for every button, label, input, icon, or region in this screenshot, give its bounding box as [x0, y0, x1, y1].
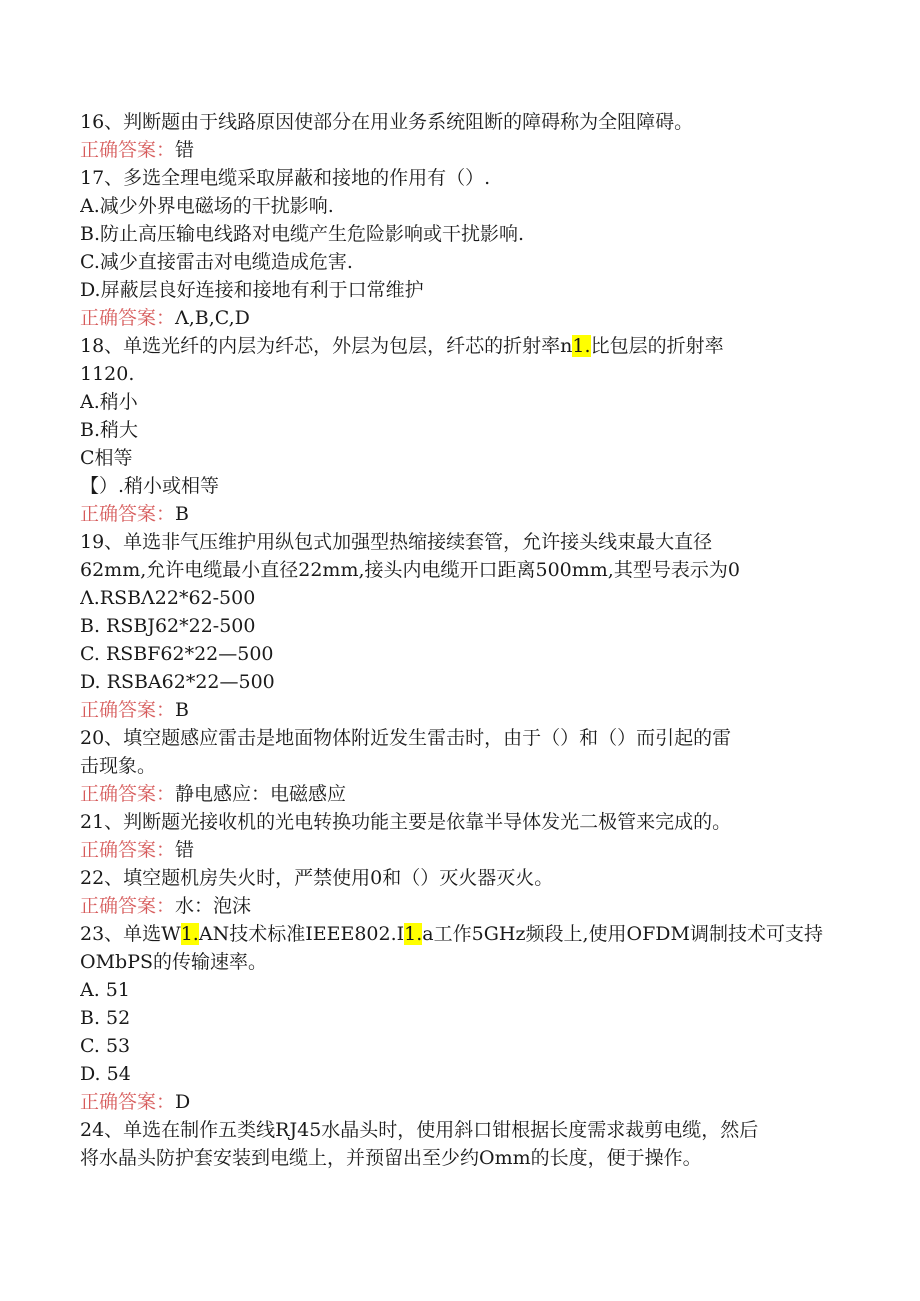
answer-label: 正确答案： [80, 783, 176, 805]
answer-line [80, 304, 850, 332]
text-line: 击现象。 [80, 755, 157, 777]
highlighted-text: 1. [180, 923, 199, 945]
text-line: B.稍大 [80, 419, 139, 441]
text-line: B.防止高压输电线路对电缆产生危险影响或干扰影响. [80, 223, 525, 245]
answer-value: Λ,B,C,D [175, 307, 250, 329]
text-line: C. RSBF62*22—500 [80, 643, 274, 665]
text-line: D. 54 [80, 1063, 131, 1085]
highlighted-text: 1. [404, 923, 423, 945]
answer-value: B [175, 699, 189, 721]
answer-line [80, 780, 850, 808]
text-line: 21、判断题光接收机的光电转换功能主要是依靠半导体发光二极管来完成的。 [80, 811, 732, 833]
text-line: 17、多选全理电缆采取屏蔽和接地的作用有（）. [80, 167, 491, 189]
text-line: 24、单选在制作五类线RJ45水晶头时，使用斜口钳根据长度需求裁剪电缆，然后 [80, 1119, 759, 1141]
text-line [80, 920, 850, 948]
text-segment: AN技术标准IEEE802.I [198, 923, 405, 945]
answer-value: B [175, 503, 189, 525]
answer-value: D [175, 1091, 191, 1113]
text-line: B. 52 [80, 1007, 131, 1029]
text-line: D. RSBA62*22—500 [80, 671, 275, 693]
text-segment: 比包层的折射率 [590, 335, 724, 357]
answer-label: 正确答案： [80, 503, 176, 525]
answer-label: 正确答案： [80, 895, 176, 917]
text-segment: a工作5GHz频段上,使用OFDM调制技术可支持 [422, 923, 823, 945]
answer-value: 错 [175, 139, 195, 161]
text-line: Λ.RSBΛ22*62-500 [80, 587, 256, 609]
text-line: B. RSBJ62*22-500 [80, 615, 256, 637]
answer-value: 错 [175, 839, 195, 861]
answer-value: 水：泡沫 [175, 895, 252, 917]
text-line: A.稍小 [80, 391, 138, 413]
text-line: 1120. [80, 363, 135, 385]
answer-line [80, 500, 850, 528]
answer-label: 正确答案： [80, 307, 176, 329]
text-line: A. 51 [80, 979, 130, 1001]
answer-label: 正确答案： [80, 839, 176, 861]
text-line: 22、填空题机房失火时，严禁使用0和（）灭火器灭火。 [80, 867, 554, 889]
answer-line [80, 1088, 850, 1116]
text-line: 16、判断题由于线路原因使部分在用业务系统阻断的障碍称为全阻障碍。 [80, 111, 694, 133]
text-line: 将水晶头防护套安装到电缆上，并预留出至少约Omm的长度，便于操作。 [80, 1147, 702, 1169]
answer-line [80, 836, 850, 864]
text-line: 20、填空题感应雷击是地面物体附近发生雷击时，由于（）和（）而引起的雷 [80, 727, 732, 749]
text-line: 19、单选非气压维护用纵包式加强型热缩接续套管，允许接头线束最大直径 [80, 531, 713, 553]
text-segment: 23、单选W [80, 923, 181, 945]
text-line: 62mm,允许电缆最小直径22mm,接头内电缆开口距离500mm,其型号表示为0 [80, 559, 740, 581]
answer-value: 静电感应：电磁感应 [175, 783, 347, 805]
answer-line [80, 696, 850, 724]
text-line [80, 332, 850, 360]
text-segment: 18、单选光纤的内层为纤芯，外层为包层，纤芯的折射率n [80, 335, 573, 357]
text-line: C.减少直接雷击对电缆造成危害. [80, 251, 353, 273]
document-body [80, 108, 850, 1172]
highlighted-text: 1. [572, 335, 591, 357]
answer-line [80, 892, 850, 920]
answer-label: 正确答案： [80, 139, 176, 161]
text-line: D.屏蔽层良好连接和接地有利于口常维护 [80, 279, 424, 301]
text-line: 【）.稍小或相等 [80, 475, 220, 497]
answer-line [80, 136, 850, 164]
answer-label: 正确答案： [80, 699, 176, 721]
text-line: A.减少外界电磁场的干扰影响. [80, 195, 334, 217]
text-line: C相等 [80, 447, 133, 469]
text-line: C. 53 [80, 1035, 131, 1057]
answer-label: 正确答案： [80, 1091, 176, 1113]
text-line: OMbPS的传输速率。 [80, 951, 267, 973]
